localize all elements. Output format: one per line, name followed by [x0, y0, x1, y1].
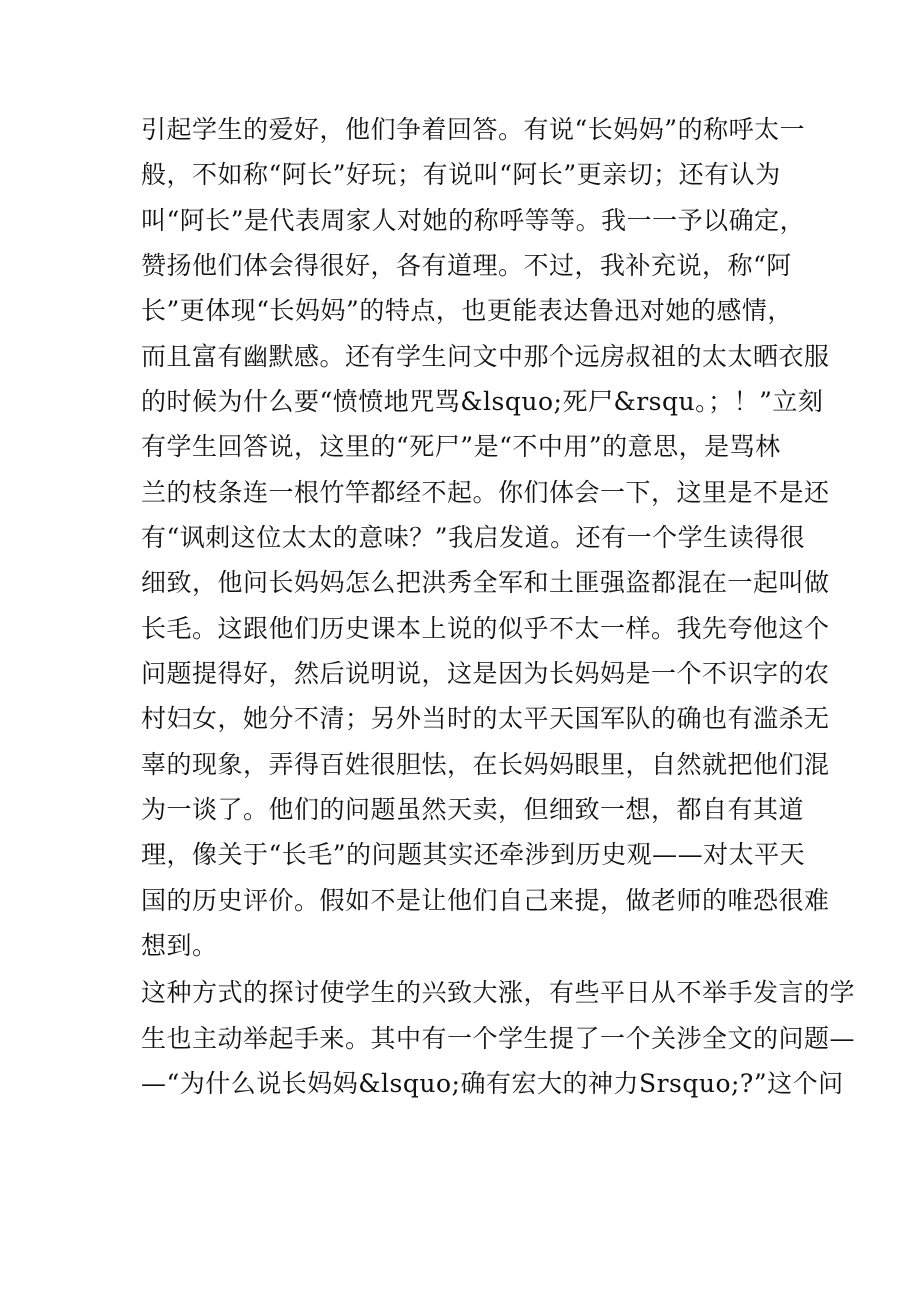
paragraph-1-line: 叫“阿长”是代表周家人对她的称呼等等。我一一予以确定， [141, 206, 806, 235]
paragraph-1-line: 细致，他问长妈妈怎么把洪秀全军和土匪强盗都混在一起叫做 [141, 568, 830, 597]
paragraph-2-line: 生也主动举起手来。其中有一个学生提了一个关涉全文的问题— [141, 1024, 856, 1053]
paragraph-1-line: 有“讽刺这位太太的意味？”我启发道。还有一个学生读得很 [141, 523, 806, 552]
paragraph-1-line: 辜的现象，弄得百姓很胆怯，在长妈妈眼里，自然就把他们混 [141, 750, 830, 779]
paragraph-1-line: 的时候为什么要“愤愤地咒骂&lsquo;死尸&rsqu。；！”立刻 [141, 387, 824, 416]
paragraph-1-line: 村妇女，她分不清；另外当时的太平天国军队的确也有滥杀无 [141, 704, 830, 733]
paragraph-1-line: 兰的枝条连一根竹竿都经不起。你们体会一下，这里是不是还 [141, 478, 830, 507]
paragraph-1-line: 国的历史评价。假如不是让他们自己来提，做老师的唯恐很难 [141, 886, 830, 915]
paragraph-1-line: 有学生回答说，这里的“死尸”是“不中用”的意思，是骂林 [141, 432, 781, 461]
paragraph-1-line: 引起学生的爱好，他们争着回答。有说“长妈妈”的称呼太一 [141, 115, 806, 144]
paragraph-1-line: 理，像关于“长毛”的问题其实还牵涉到历史观——对太平天 [141, 840, 806, 869]
paragraph-1-line: 长毛。这跟他们历史课本上说的似乎不太一样。我先夸他这个 [141, 614, 830, 643]
paragraph-1-line: 赞扬他们体会得很好，各有道理。不过，我补充说，称“阿 [141, 251, 792, 280]
paragraph-2-line: —“为什么说长妈妈&lsquo;确有宏大的神力Srsquo;?”这个问 [141, 1069, 844, 1098]
paragraph-1-line: 想到。 [141, 931, 218, 960]
paragraph-1-line: 般，不如称“阿长”好玩；有说叫“阿长”更亲切；还有认为 [141, 160, 781, 189]
paragraph-1-line: 长”更体现“长妈妈”的特点，也更能表达鲁迅对她的感情， [141, 296, 793, 325]
paragraph-2-line: 这种方式的探讨使学生的兴致大涨，有些平日从不举手发言的学 [141, 978, 856, 1007]
paragraph-1-line: 问题提得好，然后说明说，这是因为长妈妈是一个不识字的农 [141, 659, 830, 688]
paragraph-1-line: 而且富有幽默感。还有学生问文中那个远房叔祖的太太晒衣服 [141, 342, 830, 371]
paragraph-1-line: 为一谈了。他们的问题虽然天卖，但细致一想，都自有其道 [141, 795, 805, 824]
